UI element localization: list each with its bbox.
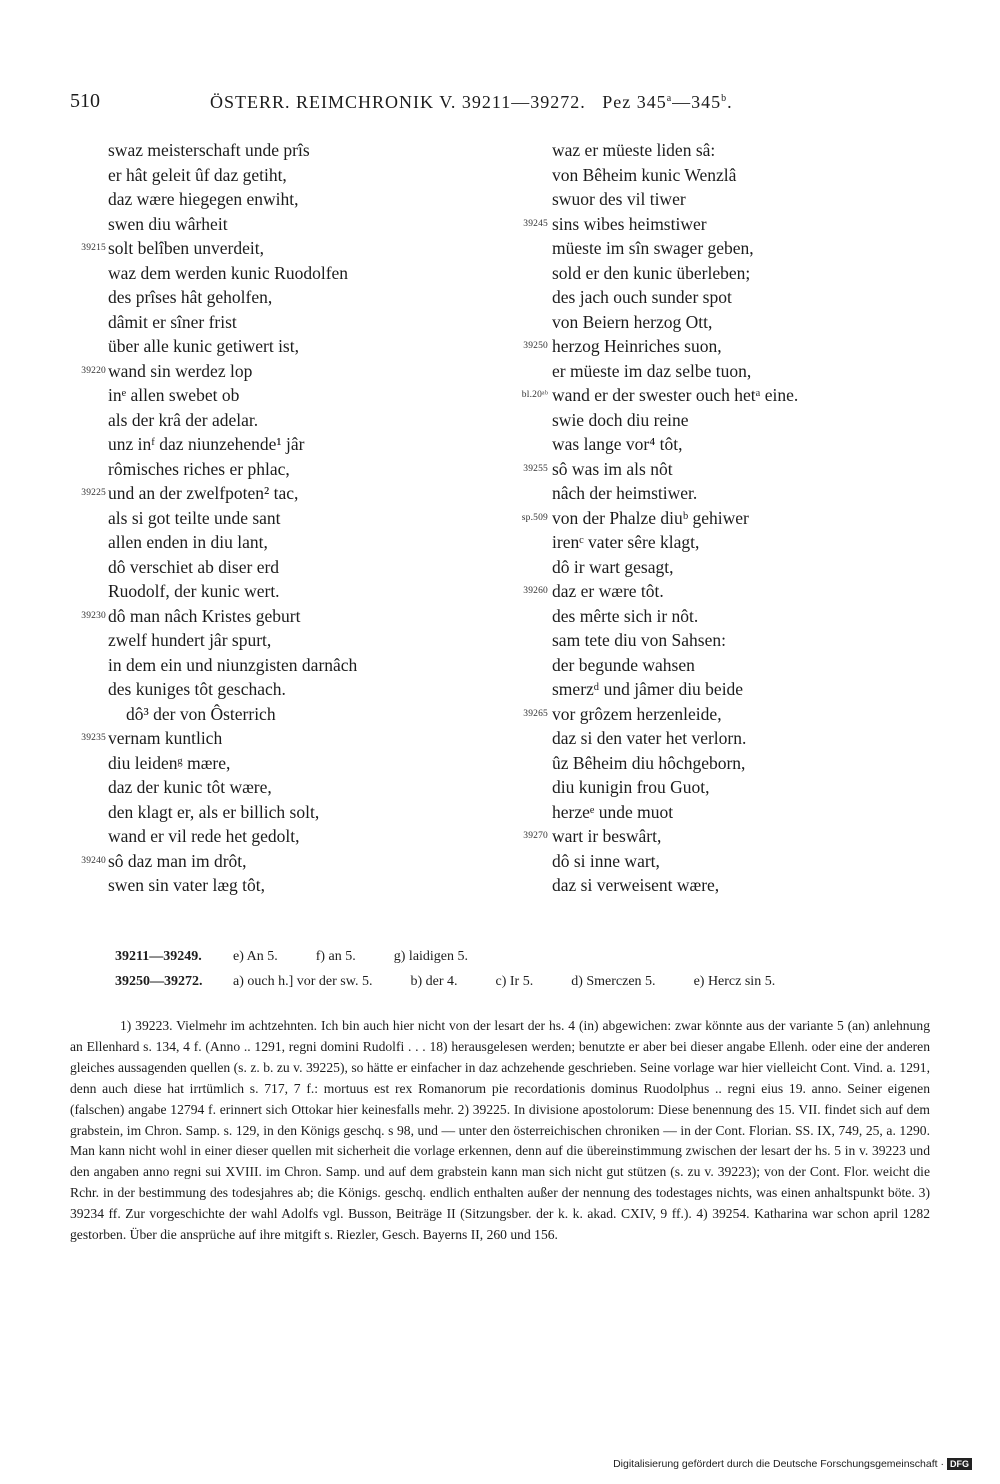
verse-line (500, 751, 930, 776)
verse-line (70, 530, 490, 555)
verse-line (70, 236, 490, 261)
variant-item: b) der 4. (410, 974, 458, 989)
variant-item: e) Hercz sin 5. (693, 974, 776, 989)
verse-text: sam tete diu von Sahsen: (552, 630, 727, 650)
verse-line (70, 212, 490, 237)
verse-line (70, 579, 490, 604)
verse-text: daz er wære tôt. (552, 581, 664, 601)
verse-text: swen diu wârheit (108, 213, 228, 234)
verse-line (500, 579, 930, 604)
dfg-logo: DFG (947, 1458, 972, 1470)
verse-text: waz dem werden kunic Ruodolfen (108, 262, 349, 283)
verse-line (500, 555, 930, 580)
verse-number-marker: 39260 (523, 586, 548, 596)
verse-number-marker: 39230 (81, 610, 106, 621)
verse-text: sô daz man im drôt, (108, 850, 247, 871)
verse-number-marker: 39245 (523, 218, 548, 229)
verse-text: diu kunigin frou Guot, (552, 777, 710, 797)
page-header (70, 90, 930, 120)
verse-text: herzog Heinriches suon, (552, 336, 722, 356)
verse-text: als der krâ der adelar. (108, 409, 259, 430)
verse-text: wand er vil rede het gedolt, (108, 826, 300, 846)
verse-line (500, 187, 930, 212)
verse-line (70, 824, 490, 849)
verse-line (70, 506, 490, 531)
verse-text: sins wibes heimstiwer (552, 213, 707, 234)
verse-line (500, 800, 930, 825)
verse-number-marker: 39265 (523, 708, 548, 719)
verse-text: dô si inne wart, (552, 850, 660, 871)
verse-number-marker: 39255 (523, 463, 548, 474)
verse-text: swie doch diu reine (552, 409, 689, 430)
verse-line (500, 212, 930, 237)
verse-text: herzeᵉ unde muot (552, 801, 674, 822)
variant-item: c) Ir 5. (495, 974, 534, 989)
verse-text: von Beiern herzog Ott, (552, 311, 713, 332)
verse-text: der begunde wahsen (552, 654, 695, 675)
verse-text: swuor des vil tiwer (552, 189, 686, 209)
credit-text: Digitalisierung gefördert durch die Deutsche Forschungsgemeinschaft (613, 1458, 938, 1470)
verse-line (70, 555, 490, 580)
verse-text: über alle kunic getiwert ist, (108, 336, 299, 356)
verse-text: unz inᶠ daz niunzehende¹ jâr (108, 434, 305, 454)
verse-line (500, 457, 930, 482)
verse-text: sô was im als nôt (552, 458, 673, 479)
variant-range: 39250—39272. (115, 974, 203, 989)
verse-line (500, 432, 930, 457)
verse-text: dô ir wart gesagt, (552, 556, 674, 577)
verse-text: dâmit er sîner frist (108, 311, 237, 332)
verse-line (70, 604, 490, 629)
page-number: 510 (70, 90, 100, 112)
verse-text: des mêrte sich ir nôt. (552, 605, 699, 626)
variant-row (115, 944, 945, 969)
verse-text: des jach ouch sunder spot (552, 287, 732, 307)
verse-line (500, 849, 930, 874)
verse-text: er hât geleit ûf daz getiht, (108, 164, 287, 185)
variant-apparatus (115, 944, 945, 994)
verse-line (70, 163, 490, 188)
verse-line (70, 408, 490, 433)
verse-text: als si got teilte unde sant (108, 507, 281, 528)
verse-line (70, 677, 490, 702)
verse-line (500, 310, 930, 335)
verse-line (500, 506, 930, 531)
verse-text: daz der kunic tôt wære, (108, 777, 272, 797)
verse-line (70, 751, 490, 776)
verse-text: des kuniges tôt geschach. (108, 679, 286, 699)
verse-line (500, 359, 930, 384)
verse-line (500, 604, 930, 629)
pez-sup-a: a (666, 93, 673, 104)
verse-line (70, 285, 490, 310)
verse-line (70, 310, 490, 335)
verse-line (70, 726, 490, 751)
pez-reference: Pez 345 (602, 92, 667, 112)
verse-number-marker: 39225 (81, 488, 106, 498)
verse-text: vernam kuntlich (108, 728, 223, 748)
verse-text: müeste im sîn swager geben, (552, 238, 754, 258)
verse-text: waz er müeste liden sâ: (552, 140, 716, 160)
verse-text: des prîses hât geholfen, (108, 287, 273, 307)
running-title (210, 92, 733, 113)
verse-text: swaz meisterschaft unde prîs (108, 140, 310, 160)
verse-number-marker: 39250 (523, 341, 548, 351)
verse-line (500, 702, 930, 727)
verse-line (500, 408, 930, 433)
verse-line (70, 628, 490, 653)
verse-line (70, 873, 490, 898)
verse-line (500, 383, 930, 408)
verse-line (70, 187, 490, 212)
pez-sup-b: b (721, 93, 728, 104)
verse-text: dô man nâch Kristes geburt (108, 605, 301, 626)
verse-text: wand er der swester ouch hetᵃ eine. (552, 385, 799, 405)
verse-line (500, 677, 930, 702)
verse-number-marker: 39235 (81, 733, 106, 743)
verse-number-marker: 39240 (81, 855, 106, 866)
verse-line (70, 359, 490, 384)
verse-column-right (500, 138, 930, 898)
verse-number-marker: sp.509 (521, 512, 548, 523)
verse-text: dô verschiet ab diser erd (108, 556, 280, 577)
verse-text: den klagt er, als er billich solt, (108, 801, 320, 822)
verse-text: und an der zwelfpoten² tac, (108, 483, 299, 503)
verse-text: swen sin vater læg tôt, (108, 875, 265, 895)
variant-item: g) laidigen 5. (393, 949, 469, 964)
verse-text: wart ir beswârt, (552, 826, 662, 846)
verse-line (70, 457, 490, 482)
verse-text: daz wære hiegegen enwiht, (108, 189, 299, 209)
verse-text: inᵉ allen swebet ob (108, 385, 240, 405)
pez-dash: —345 (672, 92, 722, 112)
verse-number-marker: 39270 (523, 831, 548, 841)
verse-line (500, 236, 930, 261)
verse-text: er müeste im daz selbe tuon, (552, 360, 752, 381)
verse-text: Ruodolf, der kunic wert. (108, 581, 280, 601)
verse-line (70, 653, 490, 678)
verse-line (70, 775, 490, 800)
verse-line (500, 775, 930, 800)
verse-text: rômisches riches er phlac, (108, 458, 290, 479)
verse-number-marker: 39215 (81, 243, 106, 253)
verse-number-marker: bl.20ᵃᵇ (521, 390, 548, 400)
verse-text: allen enden in diu lant, (108, 532, 268, 552)
verse-line (70, 432, 490, 457)
verse-text: daz si den vater het verlorn. (552, 728, 747, 748)
verse-line (500, 334, 930, 359)
footnote-paragraph: 1) 39223. Vielmehr im achtzehnten. Ich bin auch hier nicht von der lesart der hs. 4 (in) abgewichen: zwar könnte aus der variante 5 (an) anlehnung an Ellenhard s. 134, 4 f. (Anno .. 1291, regni domini Rudolfi . . . 18) herausgelesen werden; benutzte er aber bei dieser angabe Ellenh. oder eine der anderen gleiches aussagenden quellen (s. z. b. zu v. 39225), so hätte er einfacher in daz achzehende geschrieben. Seine vorlage war hier vielleicht Cont. Vind. a. 1291, denn auch diese hat irrtümlich s. 717, 7 f.: mortuus est rex Romanorum pie recordationis dominus Ruodolphus .. regni eius 19. anno. Seiner eigenen (falschen) angabe 12794 f. erinnert sich Ottokar hier keinesfalls mehr. 2) 39225. In divisione apostolorum: Diese benennung des 15. VII. findet sich auf dem grabstein, im Chron. Samp. s. 129, in den Königs geschq. s 98, und — unter den österreichischen chroniken — in der Cont. Florian. SS. IX, 749, 25, a. 1290. Man kann nicht wohl in einer dieser quellen mit sicherheit die vorlage erkennen, denn auf die übereinstimmung zwischen der lesart der hs. 5 in v. 39223 und den angaben anno regni sui XVIII. im Chron. Samp. und auf dem grabstein kann man sich nicht gut stützen (s. zu v. 39223); von der Cont. Flor. weicht die Rchr. in der bestimmung des todesjahres ab; die Königs. geschq. endlich enthalten außer der nennung des todestages nichts, was einen anhaltspunkt böte. 3) 39234 ff. Zur vorgeschichte der wahl Adolfs vgl. Busson, Beiträge II (Sitzungsber. der k. k. akad. CXIV, 9 ff.). 4) 39254. Katharina war schon april 1282 gestorben. Über die ansprüche auf ihre mitgift s. Riezler, Gesch. Bayerns II, 260 und 156. (70, 1018, 930, 1243)
verse-text: dô³ der von Ôsterrich (126, 703, 276, 724)
variant-item: e) An 5. (233, 949, 278, 964)
verse-line (70, 383, 490, 408)
verse-text: von Bêheim kunic Wenzlâ (552, 164, 737, 185)
verse-column-left (70, 138, 490, 898)
verse-line (500, 530, 930, 555)
verse-text: sold er den kunic überleben; (552, 262, 751, 283)
variant-range: 39211—39249. (115, 949, 202, 964)
verse-line (70, 481, 490, 506)
variant-item: f) an 5. (315, 949, 356, 964)
verse-line (500, 873, 930, 898)
verse-text: was lange vor⁴ tôt, (552, 434, 683, 454)
verse-line (70, 800, 490, 825)
verse-text: smerzᵈ und jâmer diu beide (552, 679, 744, 699)
verse-line (70, 334, 490, 359)
variant-item: a) ouch h.] vor der sw. 5. (233, 974, 373, 989)
verse-line (70, 702, 490, 727)
verse-text: vor grôzem herzenleide, (552, 703, 722, 724)
pez-end: . (727, 92, 733, 112)
running-title-text: ÖSTERR. REIMCHRONIK V. 39211—39272. (210, 92, 586, 112)
verse-text: wand sin werdez lop (108, 360, 253, 381)
verse-text: solt belîben unverdeit, (108, 238, 265, 258)
verse-text: ûz Bêheim diu hôchgeborn, (552, 752, 746, 773)
verse-text: von der Phalze diuᵇ gehiwer (552, 507, 749, 528)
verse-line (70, 261, 490, 286)
verse-line (500, 261, 930, 286)
verse-line (500, 285, 930, 310)
verse-line (500, 163, 930, 188)
verse-line (70, 138, 490, 163)
verse-line (70, 849, 490, 874)
verse-number-marker: 39220 (81, 365, 106, 376)
verse-text: zwelf hundert jâr spurt, (108, 630, 272, 650)
verse-text: nâch der heimstiwer. (552, 483, 698, 503)
verse-line (500, 481, 930, 506)
verse-text: in dem ein und niunzgisten darnâch (108, 654, 358, 675)
variant-item: d) Smerczen 5. (571, 974, 656, 989)
verse-line (500, 138, 930, 163)
digitization-credit (613, 1458, 972, 1470)
verse-text: diu leidenᵍ mære, (108, 752, 231, 773)
verse-text: daz si verweisent wære, (552, 875, 720, 895)
verse-line (500, 824, 930, 849)
verse-text: irenᶜ vater sêre klagt, (552, 532, 700, 552)
verse-line (500, 653, 930, 678)
verse-line (500, 628, 930, 653)
credit-separator: · (937, 1458, 944, 1470)
footnotes (70, 1016, 930, 1246)
variant-row (115, 969, 945, 994)
verse-line (500, 726, 930, 751)
